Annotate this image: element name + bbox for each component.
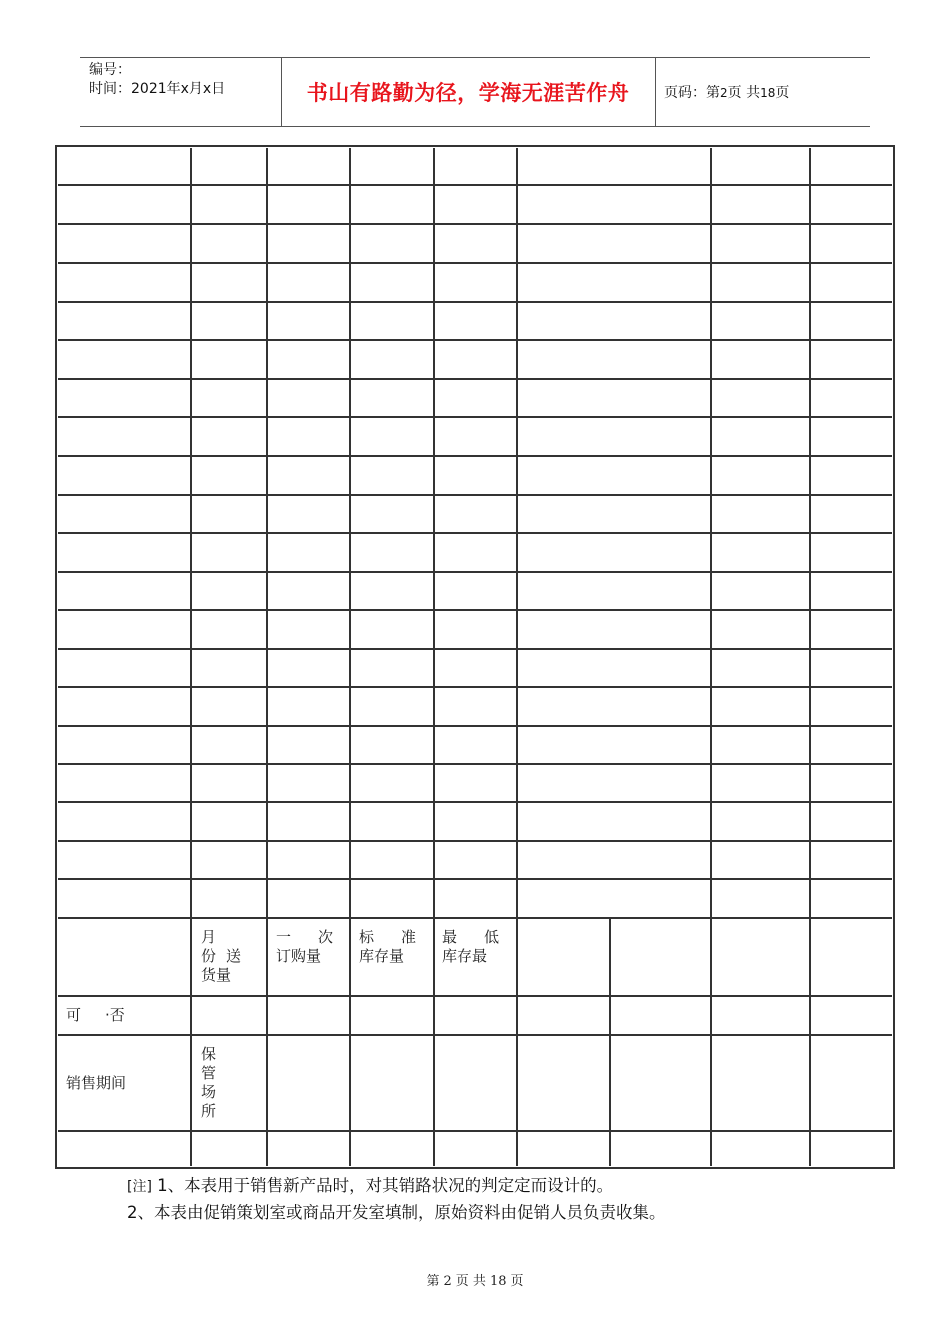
row-rule — [58, 725, 892, 727]
cell-text: 库存量 — [359, 947, 405, 965]
row-rule — [58, 378, 892, 380]
header-meta — [89, 61, 225, 99]
cell-text: 货量 — [201, 966, 232, 984]
cell-text: 准 — [400, 928, 416, 946]
table-border — [893, 145, 895, 1169]
row-rule — [58, 1130, 892, 1132]
cell-text: 次 — [317, 928, 333, 946]
cell-text: 所 — [201, 1102, 217, 1120]
row-label-sales-period: 销售期间 — [66, 1074, 127, 1092]
cell-text: 订购量 — [276, 947, 322, 965]
page-footer — [0, 1270, 950, 1289]
header-cell-order-quantity — [276, 928, 333, 966]
page-mid: 页 共 — [727, 85, 761, 101]
row-rule — [58, 416, 892, 418]
cell-text: 送 — [225, 947, 241, 965]
row-rule — [58, 262, 892, 264]
row-rule — [58, 878, 892, 880]
column-rule — [266, 148, 268, 1166]
header-page-info — [664, 82, 789, 102]
cell-text: 管 — [201, 1064, 217, 1082]
row-rule — [58, 455, 892, 457]
row-rule — [58, 917, 892, 919]
column-rule — [433, 148, 435, 1166]
row-rule — [58, 801, 892, 803]
cell-text: 一 — [276, 928, 292, 946]
row-rule — [58, 1034, 892, 1036]
note-line-1 — [127, 1173, 666, 1200]
row-rule — [58, 184, 892, 186]
row-rule — [58, 494, 892, 496]
row-rule — [58, 763, 892, 765]
row-rule — [58, 609, 892, 611]
cell-text: 份 — [201, 947, 217, 965]
sales-evaluation-table — [55, 145, 895, 1169]
cell-text: 标 — [359, 928, 375, 946]
table-border — [55, 145, 57, 1169]
row-rule — [58, 223, 892, 225]
header-cell-standard-stock — [359, 928, 416, 966]
cell-text: 库存最 — [442, 947, 488, 965]
row-rule — [58, 571, 892, 573]
document-number-label: 编号： — [89, 62, 131, 78]
header-motto: 书山有路勤为径，学海无涯苦作舟 — [306, 81, 630, 105]
footer-mid: 页 共 — [455, 1274, 486, 1289]
row-rule — [58, 532, 892, 534]
page-current: 2 — [720, 86, 728, 100]
cell-text: 可 — [66, 1006, 82, 1024]
cell-text: 保 — [201, 1045, 217, 1063]
page-prefix: 页码：第 — [664, 85, 720, 101]
column-rule — [710, 148, 712, 1166]
column-rule — [609, 917, 611, 1166]
cell-text: 最 — [442, 928, 458, 946]
page-total: 18 — [760, 86, 776, 100]
cell-text: ·否 — [105, 1006, 125, 1024]
column-rule — [190, 148, 192, 1166]
header-cell-storage-location — [201, 1045, 216, 1121]
row-rule — [58, 339, 892, 341]
note-line-2: 2、本表由促销策划室或商品开发室填制，原始资料由促销人员负责收集。 — [127, 1203, 666, 1222]
footer-suffix: 页 — [510, 1274, 524, 1289]
cell-text: 月 — [201, 928, 217, 946]
page-header — [80, 57, 870, 127]
footer-total-pages: 18 — [489, 1274, 507, 1289]
footer-current-page: 2 — [443, 1274, 452, 1289]
column-rule — [516, 148, 518, 1166]
row-rule — [58, 301, 892, 303]
note-mark: [注] — [127, 1179, 152, 1195]
row-rule — [58, 686, 892, 688]
footer-prefix: 第 — [426, 1274, 440, 1289]
cell-text: 低 — [483, 928, 499, 946]
document-time-label: 时间：2021年x月x日 — [89, 81, 226, 97]
table-border — [55, 1167, 895, 1169]
row-label-yes-no — [66, 1006, 125, 1025]
header-cell-monthly-delivery — [201, 928, 241, 985]
row-rule — [58, 648, 892, 650]
header-divider-right — [655, 58, 656, 126]
note-text: 1、本表用于销售新产品时，对其销路状况的判定定而设计的。 — [151, 1176, 614, 1195]
row-rule — [58, 995, 892, 997]
column-rule — [349, 148, 351, 1166]
table-border — [55, 145, 895, 147]
page-suffix: 页 — [775, 85, 790, 101]
cell-text: 场 — [201, 1083, 217, 1101]
notes-section — [127, 1173, 666, 1225]
row-rule — [58, 840, 892, 842]
header-cell-minimum-stock — [442, 928, 499, 966]
column-rule — [809, 148, 811, 1166]
